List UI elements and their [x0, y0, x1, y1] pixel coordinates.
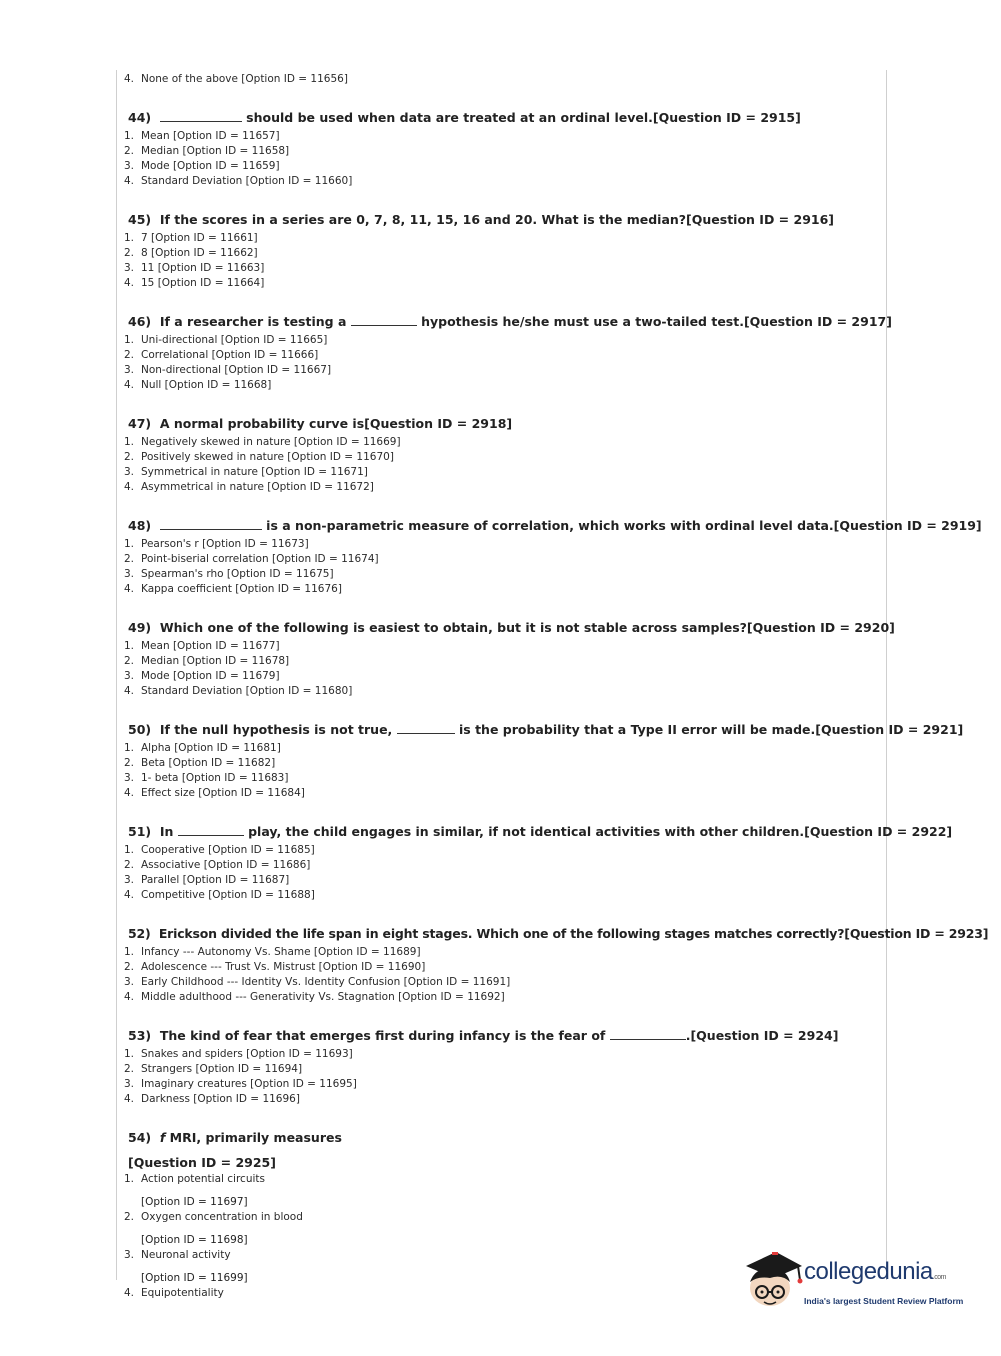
option: 3. Non-directional [Option ID = 11667]: [124, 364, 332, 376]
option: 3. Imaginary creatures [Option ID = 11695]: [124, 1078, 357, 1090]
question-text: 51) In play, the child engages in similar, if not identical activities with other children.[Question ID = 2922]: [128, 824, 953, 839]
question-49: [124, 619, 895, 699]
option: 1. Pearson's r [Option ID = 11673]: [124, 538, 309, 550]
option: 1. Action potential circuits: [124, 1173, 265, 1185]
question-44: [124, 109, 874, 189]
option: 4. Standard Deviation [Option ID = 11660]: [124, 175, 353, 187]
logo-wordmark: collegedunia.com: [804, 1258, 946, 1285]
option: 1. Uni-directional [Option ID = 11665]: [124, 334, 328, 346]
answer-blank: [160, 518, 262, 530]
option: 2. Positively skewed in nature [Option ID = 11670]: [124, 451, 394, 463]
option: 2. Adolescence --- Trust Vs. Mistrust [Option ID = 11690]: [124, 961, 426, 973]
option: 1. Infancy --- Autonomy Vs. Shame [Option ID = 11689]: [124, 946, 421, 958]
option: 1. Mean [Option ID = 11657]: [124, 130, 280, 142]
answer-blank: [610, 1028, 686, 1040]
logo-tagline: India's largest Student Review Platform: [804, 1296, 964, 1306]
option-id: [Option ID = 11698]: [141, 1234, 248, 1246]
option: 3. 11 [Option ID = 11663]: [124, 262, 265, 274]
option: 4. Middle adulthood --- Generativity Vs. Stagnation [Option ID = 11692]: [124, 991, 505, 1003]
mascot-icon: [742, 1248, 806, 1318]
option: 2. Beta [Option ID = 11682]: [124, 757, 276, 769]
option: 3. Parallel [Option ID = 11687]: [124, 874, 290, 886]
option: 1. 7 [Option ID = 11661]: [124, 232, 258, 244]
option: 1. Negatively skewed in nature [Option ID = 11669]: [124, 436, 401, 448]
option: 4. 15 [Option ID = 11664]: [124, 277, 265, 289]
option: 2. Correlational [Option ID = 11666]: [124, 349, 319, 361]
question-text: 49) Which one of the following is easiest to obtain, but it is not stable across samples?[Question ID = 2920]: [128, 620, 895, 635]
option: 2. 8 [Option ID = 11662]: [124, 247, 258, 259]
question-48: [124, 517, 982, 597]
answer-blank: [178, 824, 244, 836]
question-id: [Question ID = 2925]: [128, 1155, 276, 1170]
question-text: 53) The kind of fear that emerges first during infancy is the fear of .[Question ID = 2924]: [128, 1028, 839, 1043]
question-text: 45) If the scores in a series are 0, 7, 8, 11, 15, 16 and 20. What is the median?[Question ID = 2916]: [128, 212, 835, 227]
question-text: 47) A normal probability curve is[Question ID = 2918]: [128, 416, 513, 431]
option: 3. Neuronal activity: [124, 1249, 231, 1261]
option: 1. Alpha [Option ID = 11681]: [124, 742, 281, 754]
option: 3. Early Childhood --- Identity Vs. Identity Confusion [Option ID = 11691]: [124, 976, 511, 988]
question-52: [124, 925, 989, 1005]
question-text: 46) If a researcher is testing a hypothesis he/she must use a two-tailed test.[Question ID = 2917]: [128, 314, 892, 329]
answer-blank: [397, 722, 455, 734]
question-50: [124, 721, 964, 801]
option: 1. Mean [Option ID = 11677]: [124, 640, 280, 652]
question-51: [124, 823, 953, 903]
option: 4. Asymmetrical in nature [Option ID = 11672]: [124, 481, 374, 493]
option: 3. Symmetrical in nature [Option ID = 11671]: [124, 466, 368, 478]
option: 2. Point-biserial correlation [Option ID = 11674]: [124, 553, 379, 565]
option: 2. Strangers [Option ID = 11694]: [124, 1063, 303, 1075]
option: 2. Oxygen concentration in blood: [124, 1211, 303, 1223]
option: 4. Darkness [Option ID = 11696]: [124, 1093, 300, 1105]
option: 4. Effect size [Option ID = 11684]: [124, 787, 305, 799]
option: 4. Competitive [Option ID = 11688]: [124, 889, 315, 901]
question-47: [124, 415, 874, 495]
answer-blank: [351, 314, 417, 326]
option-id: [Option ID = 11699]: [141, 1272, 248, 1284]
question-text: 54) f MRI, primarily measures: [128, 1130, 342, 1145]
question-45: [124, 211, 874, 291]
option: 3. Mode [Option ID = 11679]: [124, 670, 280, 682]
option: 4. None of the above [Option ID = 11656]: [124, 73, 348, 85]
option: 2. Median [Option ID = 11678]: [124, 655, 290, 667]
option: 3. Mode [Option ID = 11659]: [124, 160, 280, 172]
answer-blank: [160, 110, 242, 122]
option: 1. Cooperative [Option ID = 11685]: [124, 844, 315, 856]
option: 4. Null [Option ID = 11668]: [124, 379, 272, 391]
option: 4. Standard Deviation [Option ID = 11680]: [124, 685, 353, 697]
option: 4. Kappa coefficient [Option ID = 11676]: [124, 583, 342, 595]
option: 2. Median [Option ID = 11658]: [124, 145, 290, 157]
question-53: [124, 1027, 874, 1107]
question-text: 50) If the null hypothesis is not true, is the probability that a Type II error will be made.[Question ID = 2921]: [128, 722, 964, 737]
question-text: 52) Erickson divided the life span in eight stages. Which one of the following stages matches correctly?[Question ID = 2923]: [128, 926, 989, 941]
question-text: 48) is a non-parametric measure of correlation, which works with ordinal level data.[Question ID = 2919]: [128, 518, 982, 533]
question-46: [124, 313, 892, 393]
option-id: [Option ID = 11697]: [141, 1196, 248, 1208]
option: 1. Snakes and spiders [Option ID = 11693]: [124, 1048, 353, 1060]
option: 2. Associative [Option ID = 11686]: [124, 859, 311, 871]
collegedunia-logo[interactable]: [742, 1248, 972, 1318]
option: 4. Equipotentiality: [124, 1287, 224, 1299]
option: 3. Spearman's rho [Option ID = 11675]: [124, 568, 334, 580]
option: 3. 1- beta [Option ID = 11683]: [124, 772, 289, 784]
prev-question-tail: [124, 72, 874, 87]
question-text: 44) should be used when data are treated at an ordinal level.[Question ID = 2915]: [128, 110, 801, 125]
